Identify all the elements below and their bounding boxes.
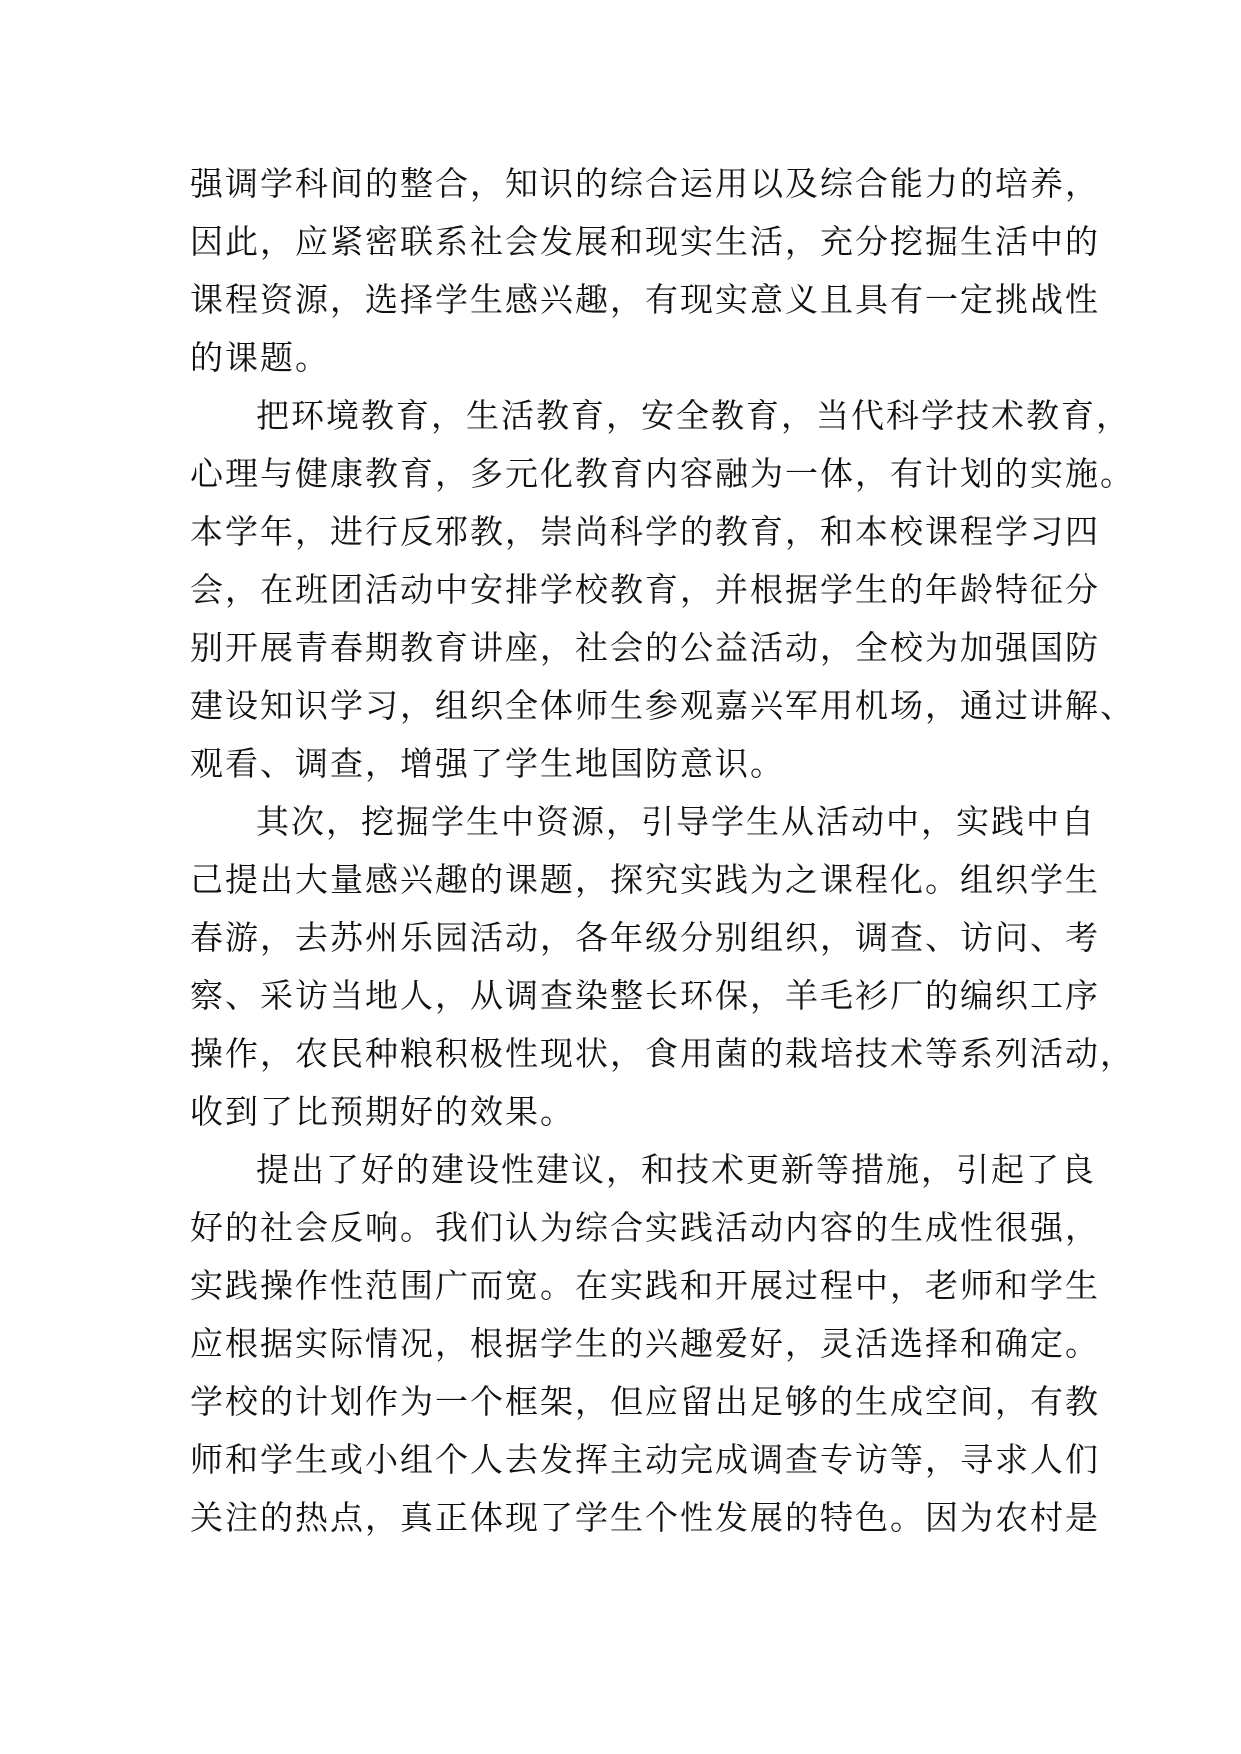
text-line: 强调学科间的整合，知识的综合运用以及综合能力的培养， bbox=[190, 164, 1100, 203]
paragraph-1 bbox=[190, 155, 1100, 387]
text-line: 其次，挖掘学生中资源，引导学生从活动中，实践中自 bbox=[256, 802, 1096, 841]
text-line: 建设知识学习，组织全体师生参观嘉兴军用机场，通过讲解、 bbox=[190, 686, 1135, 725]
text-line: 观看、调查，增强了学生地国防意识。 bbox=[190, 744, 785, 783]
paragraph-2 bbox=[190, 387, 1135, 793]
text-line: 师和学生或小组个人去发挥主动完成调查专访等，寻求人们 bbox=[190, 1440, 1100, 1479]
text-line: 收到了比预期好的效果。 bbox=[190, 1092, 575, 1131]
text-line: 因此，应紧密联系社会发展和现实生活，充分挖掘生活中的 bbox=[190, 222, 1100, 261]
text-line: 心理与健康教育，多元化教育内容融为一体，有计划的实施。 bbox=[190, 454, 1135, 493]
paragraph-3 bbox=[190, 793, 1135, 1141]
text-line: 别开展青春期教育讲座，社会的公益活动，全校为加强国防 bbox=[190, 628, 1100, 667]
text-line: 好的社会反响。我们认为综合实践活动内容的生成性很强， bbox=[190, 1208, 1100, 1247]
text-line: 的课题。 bbox=[190, 338, 330, 377]
text-line: 把环境教育，生活教育，安全教育，当代科学技术教育， bbox=[256, 396, 1131, 435]
text-line: 应根据实际情况，根据学生的兴趣爱好，灵活选择和确定。 bbox=[190, 1324, 1100, 1363]
text-line: 操作，农民种粮积极性现状，食用菌的栽培技术等系列活动， bbox=[190, 1034, 1135, 1073]
text-line: 察、采访当地人，从调查染整长环保，羊毛衫厂的编织工序 bbox=[190, 976, 1100, 1015]
text-line: 春游，去苏州乐园活动，各年级分别组织，调查、访问、考 bbox=[190, 918, 1100, 957]
text-line: 课程资源，选择学生感兴趣，有现实意义且具有一定挑战性 bbox=[190, 280, 1100, 319]
text-line: 会，在班团活动中安排学校教育，并根据学生的年龄特征分 bbox=[190, 570, 1100, 609]
text-line: 实践操作性范围广而宽。在实践和开展过程中，老师和学生 bbox=[190, 1266, 1100, 1305]
text-line: 关注的热点，真正体现了学生个性发展的特色。因为农村是 bbox=[190, 1498, 1100, 1537]
text-line: 学校的计划作为一个框架，但应留出足够的生成空间，有教 bbox=[190, 1382, 1100, 1421]
text-line: 本学年，进行反邪教，崇尚科学的教育，和本校课程学习四 bbox=[190, 512, 1100, 551]
paragraph-4 bbox=[190, 1141, 1100, 1547]
text-line: 提出了好的建设性建议，和技术更新等措施，引起了良 bbox=[256, 1150, 1096, 1189]
text-line: 己提出大量感兴趣的课题，探究实践为之课程化。组织学生 bbox=[190, 860, 1100, 899]
document-page bbox=[190, 155, 1135, 1547]
